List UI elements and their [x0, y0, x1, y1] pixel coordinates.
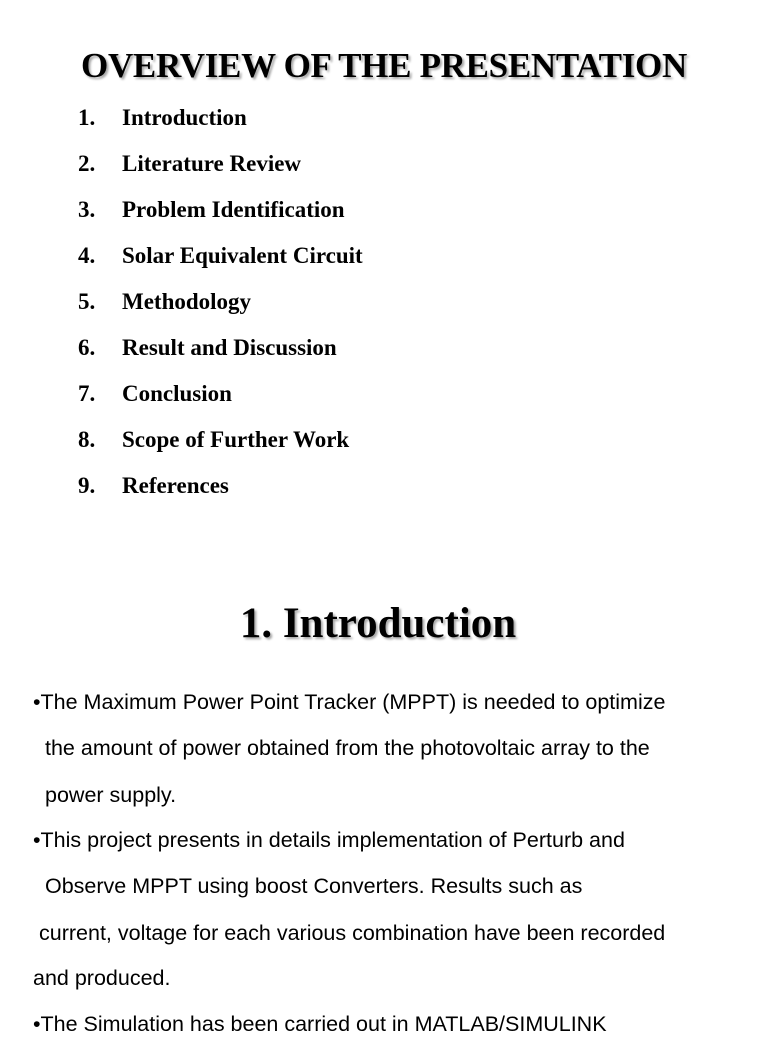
list-item: [0, 422, 768, 458]
item-label: Literature Review: [122, 151, 302, 176]
list-item: [0, 192, 768, 228]
item-label: Scope of Further Work: [122, 427, 350, 452]
list-item: [0, 284, 768, 320]
list-item: [0, 376, 768, 412]
list-item: [0, 100, 768, 136]
item-number: 4.: [78, 243, 96, 268]
body-text-line: •This project presents in details implementation of Perturb and: [33, 828, 625, 852]
item-number: 5.: [78, 289, 96, 314]
body-text-line: •The Simulation has been carried out in MATLAB/SIMULINK: [33, 1012, 607, 1036]
list-item: [0, 238, 768, 274]
item-number: 6.: [78, 335, 96, 360]
body-text-line: •The Maximum Power Point Tracker (MPPT) is needed to optimize: [33, 690, 666, 714]
item-label: Problem Identification: [122, 197, 345, 222]
item-label: Introduction: [122, 105, 247, 130]
item-number: 7.: [78, 381, 96, 406]
list-item: [0, 468, 768, 504]
body-text-line: the amount of power obtained from the photovoltaic array to the: [45, 736, 650, 760]
body-text-line: current, voltage for each various combination have been recorded: [39, 921, 666, 945]
item-label: Conclusion: [122, 381, 232, 406]
list-item: [0, 330, 768, 366]
item-number: 9.: [78, 473, 96, 498]
item-number: 8.: [78, 427, 96, 452]
item-label: Result and Discussion: [122, 335, 337, 360]
body-text-line: power supply.: [45, 783, 177, 807]
list-item: [0, 146, 768, 182]
item-label: References: [122, 473, 229, 498]
item-number: 3.: [78, 197, 96, 222]
introduction-title: 1. Introduction: [239, 600, 517, 647]
item-label: Solar Equivalent Circuit: [122, 243, 363, 268]
body-text-line: Observe MPPT using boost Converters. Results such as: [45, 874, 583, 898]
overview-title: OVERVIEW OF THE PRESENTATION: [81, 46, 687, 85]
body-text-line: and produced.: [33, 966, 171, 990]
item-label: Methodology: [122, 289, 252, 314]
item-number: 1.: [78, 105, 96, 130]
item-number: 2.: [78, 151, 96, 176]
